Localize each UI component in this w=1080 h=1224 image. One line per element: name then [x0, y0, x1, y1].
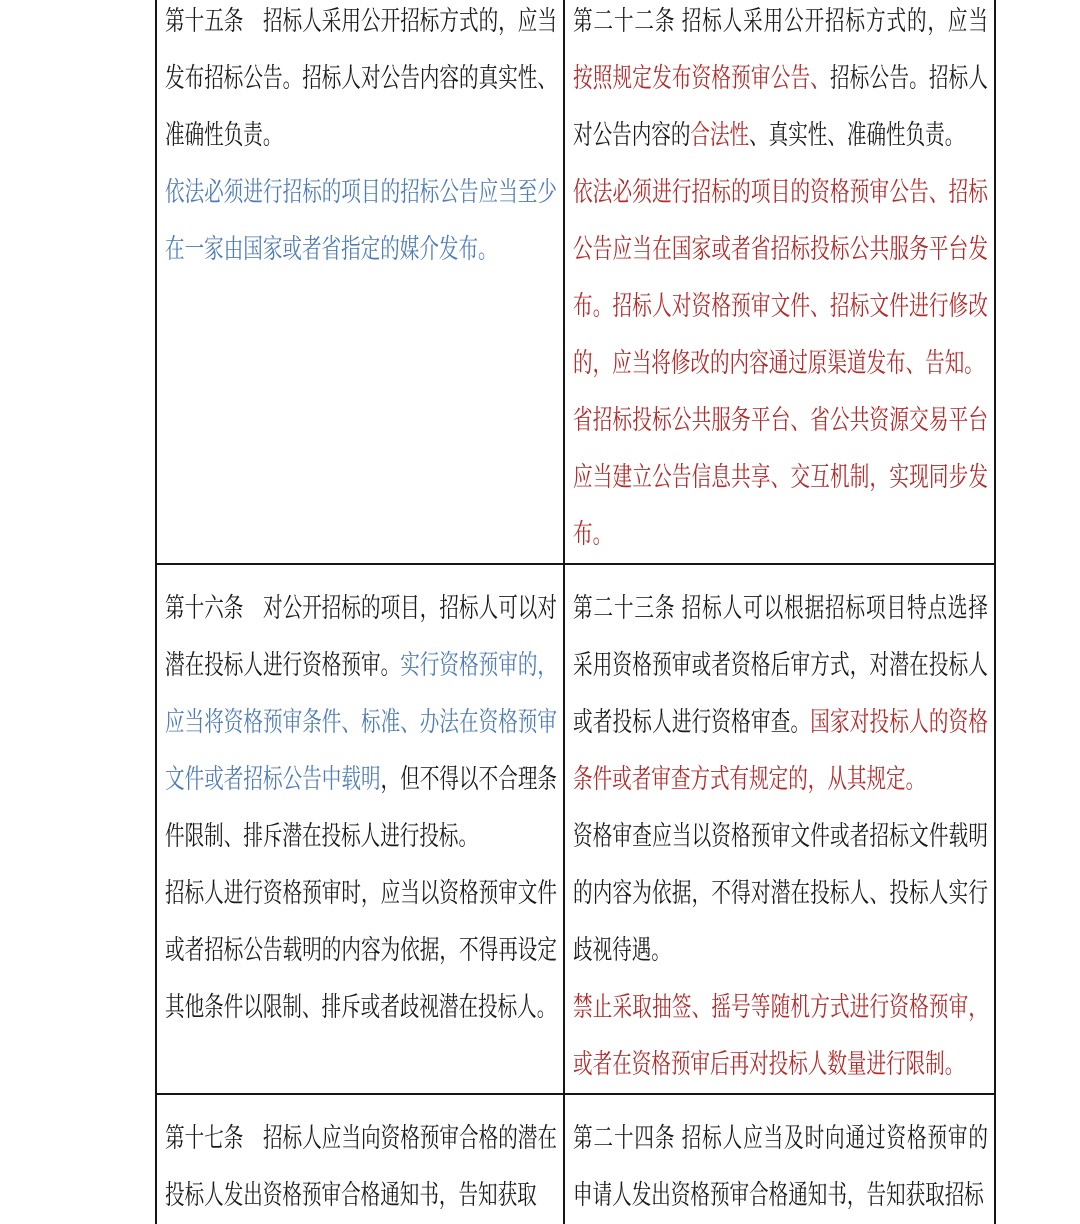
- text-run-red: 按照规定发布资格预审公告、: [573, 63, 831, 93]
- cell-text: [573, 1110, 988, 1224]
- text-run-red: 合法性: [690, 120, 750, 150]
- comparison-table-wrap: [155, 0, 996, 1224]
- cell-content: [157, 1095, 563, 1224]
- text-run-black: 第十六条 对公开招标的项目，招标人可以对潜在投标人进行资格预审。: [165, 593, 557, 680]
- text-run-black: 第二十四条 招标人应当及时向通过资格预审的申请人发出资格预审合格通知书，告知获取招标: [573, 1123, 988, 1210]
- cell-article-23: [564, 564, 995, 1094]
- paragraph: [165, 1110, 557, 1224]
- paragraph: [573, 808, 988, 979]
- text-run-blue: 依法必须进行招标的项目的招标公告应当至少在一家由国家或者省指定的媒介发布。: [165, 177, 557, 264]
- paragraph: [573, 580, 988, 808]
- text-run-red: 禁止采取抽签、摇号等随机方式进行资格预审，或者在资格预审后再对投标人数量进行限制。: [573, 992, 988, 1079]
- cell-text: [165, 1110, 557, 1224]
- text-run-black: 第十五条 招标人采用公开招标方式的，应当发布招标公告。招标人对公告内容的真实性、准确性负责。: [165, 6, 557, 150]
- paragraph: [165, 0, 557, 164]
- text-run-black: 第二十二条 招标人采用公开招标方式的，应当: [573, 6, 988, 36]
- cell-article-24: [564, 1094, 995, 1224]
- cell-text: [165, 580, 557, 1036]
- cell-content: [157, 565, 563, 1036]
- cell-content: [565, 565, 994, 1093]
- cell-text: [165, 0, 557, 278]
- law-comparison-table: [155, 0, 996, 1224]
- cell-content: [157, 0, 563, 278]
- text-run-black: 资格审查应当以资格预审文件或者招标文件载明的内容为依据，不得对潜在投标人、投标人实行歧视待遇。: [573, 821, 988, 965]
- table-row-article-16-23: [156, 564, 995, 1094]
- paragraph: [573, 979, 988, 1093]
- paragraph: [165, 580, 557, 865]
- table-row-article-15-22: [156, 0, 995, 564]
- cell-content: [565, 0, 994, 563]
- cell-article-17: [156, 1094, 564, 1224]
- cell-article-16: [156, 564, 564, 1094]
- paragraph: [573, 392, 988, 563]
- text-run-blue: 实行资格预审的，应当将资格预审条件、标准、办法在资格预审文件或者招标公告中载明: [165, 650, 557, 794]
- table-row-article-17-24: [156, 1094, 995, 1224]
- paragraph: [573, 1110, 988, 1224]
- cell-content: [565, 1095, 994, 1224]
- cell-text: [573, 0, 988, 563]
- text-run-black: ，但不得以不合理条件限制、排斥潜在投标人进行投标。: [165, 764, 557, 851]
- text-run-black: 第二十三条 招标人可以根据招标项目特点选择采用资格预审或者资格后审方式，对潜在投标人或者投标人进行资格审查。: [573, 593, 988, 737]
- text-run-red: 国家对投标人的资格条件或者审查方式有规定的，从其规定。: [573, 707, 988, 794]
- paragraph: [573, 0, 988, 164]
- cell-article-22: [564, 0, 995, 564]
- text-run-red: 省招标投标公共服务平台、省公共资源交易平台应当建立公告信息共享、交互机制，实现同步发布。: [573, 405, 988, 549]
- paragraph: [165, 164, 557, 278]
- cell-text: [573, 580, 988, 1093]
- text-run-red: 依法必须进行招标的项目的资格预审公告、招标公告应当在国家或者省招标投标公共服务平台发布。招标人对资格预审文件、招标文件进行修改的，应当将修改的内容通过原渠道发布、告知。: [573, 177, 988, 378]
- text-run-black: 、真实性、准确性负责。: [749, 120, 965, 150]
- cell-article-15: [156, 0, 564, 564]
- text-run-black: 招标人进行资格预审时，应当以资格预审文件或者招标公告载明的内容为依据，不得再设定其他条件以限制、排斥或者歧视潜在投标人。: [165, 878, 557, 1022]
- text-run-black: 招标公告。招标人对公告内容的: [573, 63, 988, 150]
- paragraph: [165, 865, 557, 1036]
- paragraph: [573, 164, 988, 392]
- text-run-black: 第十七条 招标人应当向资格预审合格的潜在投标人发出资格预审合格通知书，告知获取: [165, 1123, 557, 1210]
